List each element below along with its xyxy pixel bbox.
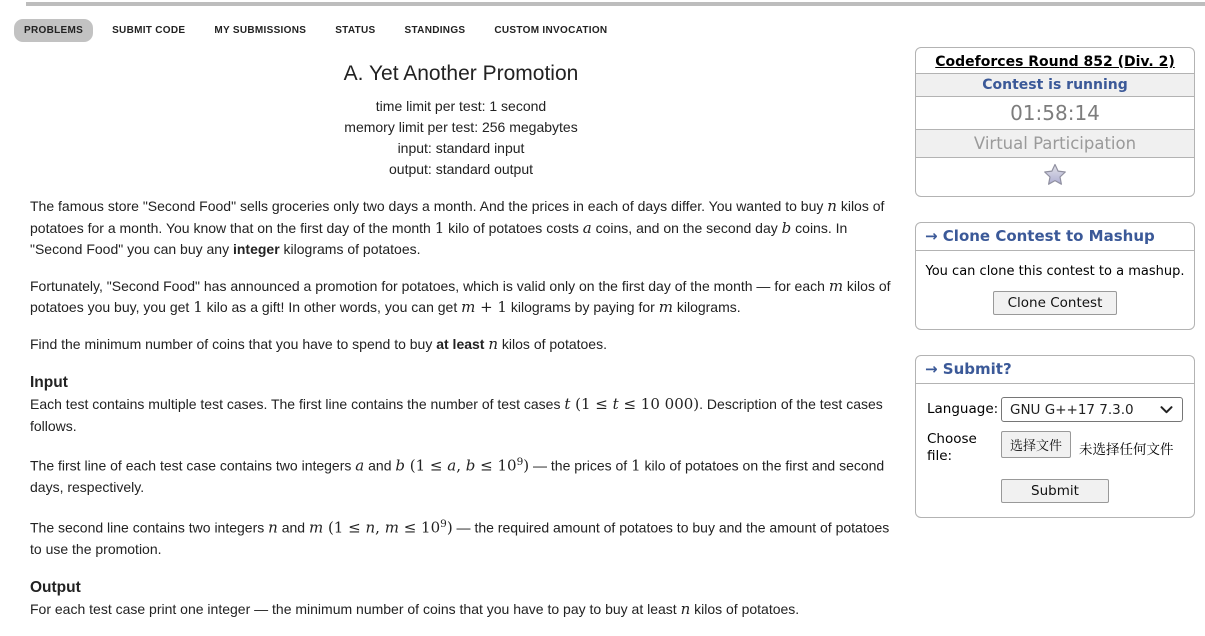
submit-header: → Submit? <box>916 356 1194 384</box>
statement-paragraph: Find the minimum number of coins that you have to spend to buy at least n kilos of potatoes. <box>30 334 607 353</box>
choose-file-button[interactable]: 选择文件 <box>1001 431 1071 458</box>
input-paragraph: The first line of each test case contains two integers a and b (1 ≤ a, $b \le 10^9$) — the prices of 1 kilo of potatoes on the first and second days, respectively. <box>30 456 885 496</box>
output-spec: output: standard output <box>389 161 533 177</box>
submit-button[interactable]: Submit <box>1001 479 1109 503</box>
clone-button-row <box>916 284 1194 329</box>
contest-tabs <box>14 19 617 42</box>
problem-limits <box>30 96 892 180</box>
contest-title-link[interactable]: Codeforces Round 852 (Div. 2) <box>935 54 1175 70</box>
input-paragraph: Each test contains multiple test cases. The first line contains the number of test cases t (1 ≤ t ≤ 10 000). Description of the test cases follows. <box>30 395 883 434</box>
output-paragraph: For each test case print one integer — the minimum number of coins that you have to pay to buy at least n kilos of potatoes. <box>30 600 800 619</box>
clone-contest-text: You can clone this contest to a mashup. <box>925 264 1185 279</box>
submit-box <box>915 355 1195 518</box>
contest-title-row <box>916 48 1194 74</box>
sidebar <box>915 47 1195 518</box>
input-spec: input: standard input <box>397 140 525 156</box>
clone-contest-box <box>915 222 1195 330</box>
chevron-down-icon <box>1160 406 1173 414</box>
language-label: Language: <box>927 401 999 417</box>
input-section-header: Input <box>30 374 68 391</box>
tab-standings[interactable]: STANDINGS <box>404 25 466 36</box>
submit-button-row <box>927 479 1183 503</box>
language-row <box>927 397 1183 422</box>
choose-file-label: Choose file: <box>927 431 977 464</box>
problem-title: A. Yet Another Promotion <box>343 62 579 85</box>
star-icon[interactable] <box>1043 163 1067 186</box>
contest-status: Contest is running <box>916 74 1194 97</box>
tab-status[interactable]: STATUS <box>335 25 376 36</box>
statement-paragraph: Fortunately, "Second Food" has announced a promotion for potatoes, which is valid only on the first day of the month — for each m kilos of potatoes you buy, you get 1 kilo as a gift! In other words, you can get m + 1 kilograms by paying for m kilograms. <box>30 276 891 316</box>
submit-form <box>916 384 1194 517</box>
time-limit: time limit per test: 1 second <box>375 98 547 114</box>
contest-info-box <box>915 47 1195 197</box>
language-selected-value: GNU G++17 7.3.0 <box>1010 401 1134 418</box>
language-select[interactable] <box>1001 397 1183 422</box>
tab-my-submissions[interactable]: MY SUBMISSIONS <box>214 25 307 36</box>
tab-submit-code[interactable]: SUBMIT CODE <box>112 25 186 36</box>
input-paragraph: The second line contains two integers n and m (1 ≤ n, $m \le 10^9$) — the required amount of potatoes to buy and the amount of potatoes to use the promotion. <box>30 517 890 557</box>
contest-mode: Virtual Participation <box>916 130 1194 158</box>
tab-custom-invocation[interactable]: CUSTOM INVOCATION <box>494 25 608 36</box>
contest-timer: 01:58:14 <box>916 97 1194 130</box>
clone-contest-button[interactable]: Clone Contest <box>993 291 1118 315</box>
tab-problems[interactable]: PROBLEMS <box>14 19 93 42</box>
statement-paragraph: The famous store "Second Food" sells groceries only two days a month. And the prices in each of days differ. You wanted to buy n kilos of potatoes for a month. You know that on the first day of the month 1 kilo of potatoes costs a coins, and on the second day b coins. In "Second Food" you can buy any integer kilograms of potatoes. <box>30 197 885 257</box>
contest-star-row <box>916 158 1194 196</box>
memory-limit: memory limit per test: 256 megabytes <box>344 119 578 135</box>
file-status-text: 未选择任何文件 <box>1079 442 1174 458</box>
problem-statement <box>30 62 892 636</box>
output-section-header: Output <box>30 579 81 597</box>
top-divider <box>26 2 1205 6</box>
file-row <box>927 431 1183 465</box>
clone-contest-header: → Clone Contest to Mashup <box>916 223 1194 251</box>
